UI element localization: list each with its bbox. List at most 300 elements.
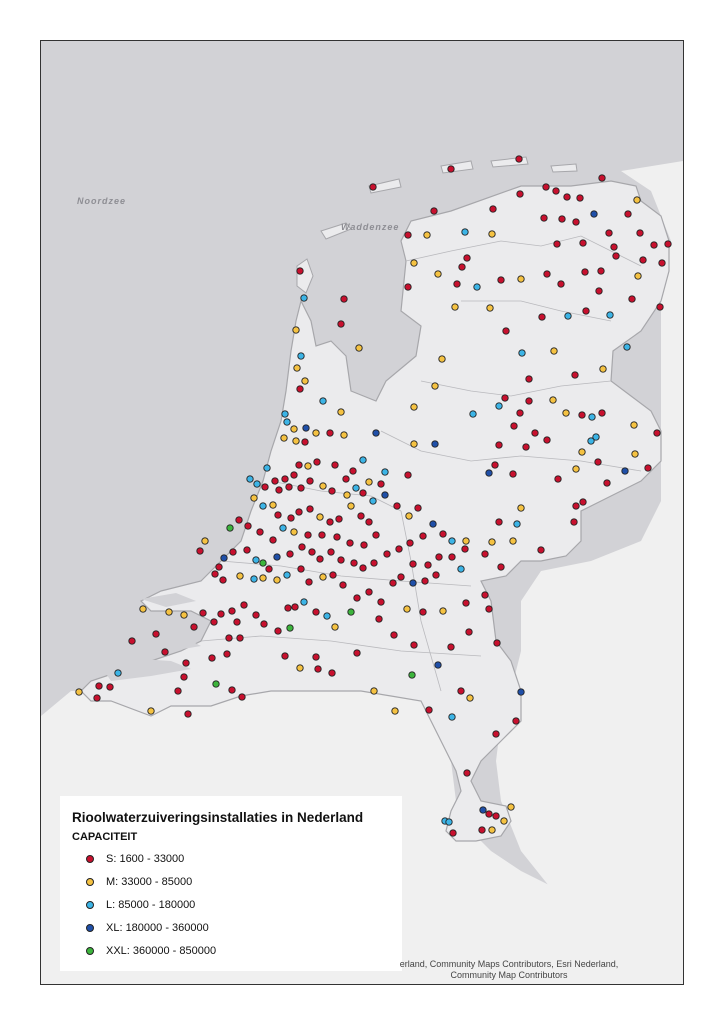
plant-marker-s[interactable] [598,268,604,274]
plant-marker-s[interactable] [496,442,502,448]
plant-marker-m[interactable] [251,495,257,501]
plant-marker-s[interactable] [494,640,500,646]
plant-marker-s[interactable] [347,540,353,546]
plant-marker-s[interactable] [366,519,372,525]
plant-marker-s[interactable] [440,531,446,537]
plant-marker-m[interactable] [467,695,473,701]
plant-marker-s[interactable] [640,257,646,263]
plant-marker-m[interactable] [632,451,638,457]
plant-marker-s[interactable] [510,471,516,477]
plant-marker-l[interactable] [324,613,330,619]
plant-marker-s[interactable] [314,459,320,465]
plant-marker-s[interactable] [276,487,282,493]
plant-marker-s[interactable] [541,215,547,221]
plant-marker-s[interactable] [287,551,293,557]
plant-marker-xl[interactable] [274,554,280,560]
plant-marker-s[interactable] [328,549,334,555]
plant-marker-l[interactable] [284,572,290,578]
plant-marker-s[interactable] [502,395,508,401]
plant-marker-s[interactable] [405,472,411,478]
plant-marker-xl[interactable] [518,689,524,695]
plant-marker-m[interactable] [489,231,495,237]
plant-marker-s[interactable] [464,770,470,776]
plant-marker-l[interactable] [496,403,502,409]
plant-marker-s[interactable] [523,444,529,450]
plant-marker-m[interactable] [463,538,469,544]
plant-marker-s[interactable] [332,462,338,468]
plant-marker-s[interactable] [517,191,523,197]
plant-marker-m[interactable] [281,435,287,441]
plant-marker-s[interactable] [411,642,417,648]
plant-marker-s[interactable] [358,513,364,519]
plant-marker-s[interactable] [209,655,215,661]
plant-marker-s[interactable] [94,695,100,701]
plant-marker-m[interactable] [371,688,377,694]
plant-marker-s[interactable] [257,529,263,535]
plant-marker-s[interactable] [319,532,325,538]
plant-marker-m[interactable] [406,513,412,519]
plant-marker-s[interactable] [554,241,560,247]
plant-marker-xl[interactable] [591,211,597,217]
plant-marker-m[interactable] [148,708,154,714]
plant-marker-s[interactable] [580,499,586,505]
plant-marker-m[interactable] [573,466,579,472]
plant-marker-s[interactable] [573,503,579,509]
plant-marker-s[interactable] [583,308,589,314]
plant-marker-l[interactable] [115,670,121,676]
plant-marker-m[interactable] [452,304,458,310]
plant-marker-s[interactable] [266,566,272,572]
plant-marker-s[interactable] [297,386,303,392]
plant-marker-s[interactable] [262,484,268,490]
plant-marker-s[interactable] [526,398,532,404]
plant-marker-s[interactable] [482,551,488,557]
plant-marker-s[interactable] [309,549,315,555]
plant-marker-m[interactable] [634,197,640,203]
plant-marker-s[interactable] [307,506,313,512]
plant-marker-s[interactable] [336,516,342,522]
plant-marker-s[interactable] [665,241,671,247]
plant-marker-l[interactable] [264,465,270,471]
plant-marker-s[interactable] [236,517,242,523]
plant-marker-s[interactable] [216,564,222,570]
plant-marker-m[interactable] [551,348,557,354]
plant-marker-s[interactable] [350,468,356,474]
plant-marker-s[interactable] [360,565,366,571]
plant-marker-s[interactable] [370,184,376,190]
plant-marker-l[interactable] [449,538,455,544]
plant-marker-xl[interactable] [303,425,309,431]
plant-marker-s[interactable] [415,505,421,511]
plant-marker-s[interactable] [629,296,635,302]
plant-marker-m[interactable] [424,232,430,238]
plant-marker-s[interactable] [107,684,113,690]
plant-marker-xl[interactable] [622,468,628,474]
plant-marker-xl[interactable] [382,492,388,498]
plant-marker-s[interactable] [599,410,605,416]
plant-marker-m[interactable] [411,260,417,266]
plant-marker-s[interactable] [175,688,181,694]
plant-marker-xl[interactable] [435,662,441,668]
plant-marker-s[interactable] [496,519,502,525]
plant-marker-s[interactable] [448,644,454,650]
plant-marker-s[interactable] [360,490,366,496]
plant-marker-s[interactable] [544,437,550,443]
plant-marker-s[interactable] [378,481,384,487]
plant-marker-s[interactable] [245,523,251,529]
plant-marker-s[interactable] [341,296,347,302]
plant-marker-l[interactable] [565,313,571,319]
plant-marker-l[interactable] [360,457,366,463]
plant-marker-l[interactable] [251,576,257,582]
plant-marker-l[interactable] [280,525,286,531]
plant-marker-s[interactable] [645,465,651,471]
plant-marker-s[interactable] [498,564,504,570]
plant-marker-s[interactable] [564,194,570,200]
plant-marker-m[interactable] [260,575,266,581]
plant-marker-s[interactable] [330,572,336,578]
plant-marker-s[interactable] [275,512,281,518]
plant-marker-s[interactable] [511,423,517,429]
plant-marker-s[interactable] [390,580,396,586]
plant-marker-s[interactable] [420,609,426,615]
plant-marker-s[interactable] [378,599,384,605]
plant-marker-s[interactable] [559,216,565,222]
plant-marker-s[interactable] [425,562,431,568]
plant-marker-xl[interactable] [480,807,486,813]
plant-marker-s[interactable] [129,638,135,644]
plant-marker-s[interactable] [464,255,470,261]
plant-marker-l[interactable] [624,344,630,350]
plant-marker-s[interactable] [153,631,159,637]
plant-marker-s[interactable] [296,509,302,515]
plant-marker-s[interactable] [436,554,442,560]
plant-marker-s[interactable] [532,430,538,436]
plant-marker-s[interactable] [493,731,499,737]
plant-marker-s[interactable] [596,288,602,294]
plant-marker-s[interactable] [306,579,312,585]
plant-marker-m[interactable] [411,404,417,410]
plant-marker-m[interactable] [338,409,344,415]
plant-marker-m[interactable] [291,529,297,535]
plant-marker-s[interactable] [241,602,247,608]
plant-marker-s[interactable] [162,649,168,655]
plant-marker-m[interactable] [435,271,441,277]
plant-marker-s[interactable] [373,532,379,538]
plant-marker-l[interactable] [458,566,464,572]
plant-marker-s[interactable] [329,670,335,676]
plant-marker-s[interactable] [239,694,245,700]
plant-marker-l[interactable] [282,411,288,417]
plant-marker-l[interactable] [607,312,613,318]
plant-marker-xxl[interactable] [409,672,415,678]
plant-marker-l[interactable] [474,284,480,290]
plant-marker-s[interactable] [433,572,439,578]
plant-marker-s[interactable] [553,188,559,194]
plant-marker-s[interactable] [272,478,278,484]
plant-marker-s[interactable] [580,240,586,246]
plant-marker-l[interactable] [301,599,307,605]
plant-marker-s[interactable] [366,589,372,595]
plant-marker-s[interactable] [558,281,564,287]
plant-marker-l[interactable] [353,485,359,491]
plant-marker-s[interactable] [410,561,416,567]
plant-marker-s[interactable] [313,609,319,615]
plant-marker-m[interactable] [76,689,82,695]
plant-marker-s[interactable] [230,549,236,555]
plant-marker-s[interactable] [334,534,340,540]
plant-marker-m[interactable] [392,708,398,714]
plant-marker-s[interactable] [224,651,230,657]
plant-marker-l[interactable] [462,229,468,235]
plant-marker-s[interactable] [394,503,400,509]
plant-marker-m[interactable] [305,463,311,469]
plant-marker-m[interactable] [579,449,585,455]
plant-marker-l[interactable] [284,419,290,425]
plant-marker-s[interactable] [448,166,454,172]
plant-marker-s[interactable] [454,281,460,287]
plant-marker-s[interactable] [354,650,360,656]
plant-marker-s[interactable] [572,372,578,378]
plant-marker-m[interactable] [302,378,308,384]
plant-marker-m[interactable] [297,665,303,671]
plant-marker-m[interactable] [501,818,507,824]
plant-marker-s[interactable] [479,827,485,833]
plant-marker-s[interactable] [513,718,519,724]
plant-marker-l[interactable] [370,498,376,504]
plant-marker-m[interactable] [440,608,446,614]
plant-marker-s[interactable] [361,542,367,548]
plant-marker-m[interactable] [508,804,514,810]
plant-marker-s[interactable] [657,304,663,310]
plant-marker-s[interactable] [579,412,585,418]
plant-marker-s[interactable] [96,683,102,689]
plant-marker-s[interactable] [197,548,203,554]
plant-marker-l[interactable] [253,557,259,563]
plant-marker-s[interactable] [343,476,349,482]
plant-marker-s[interactable] [261,621,267,627]
plant-marker-m[interactable] [510,538,516,544]
plant-marker-s[interactable] [391,632,397,638]
plant-marker-xl[interactable] [432,441,438,447]
plant-marker-xl[interactable] [430,521,436,527]
plant-marker-m[interactable] [166,609,172,615]
plant-marker-s[interactable] [407,540,413,546]
plant-marker-s[interactable] [582,269,588,275]
plant-marker-s[interactable] [463,600,469,606]
plant-marker-s[interactable] [405,232,411,238]
plant-marker-s[interactable] [571,519,577,525]
plant-marker-s[interactable] [544,271,550,277]
plant-marker-m[interactable] [294,365,300,371]
plant-marker-s[interactable] [493,813,499,819]
plant-marker-s[interactable] [405,284,411,290]
plant-marker-s[interactable] [613,253,619,259]
plant-marker-s[interactable] [288,515,294,521]
plant-marker-s[interactable] [291,472,297,478]
plant-marker-l[interactable] [588,438,594,444]
plant-marker-s[interactable] [384,551,390,557]
plant-marker-s[interactable] [490,206,496,212]
plant-marker-m[interactable] [518,505,524,511]
plant-marker-s[interactable] [637,230,643,236]
plant-marker-s[interactable] [270,537,276,543]
plant-marker-s[interactable] [185,711,191,717]
plant-marker-m[interactable] [140,606,146,612]
plant-marker-m[interactable] [332,624,338,630]
plant-marker-s[interactable] [516,156,522,162]
plant-marker-xxl[interactable] [287,625,293,631]
plant-marker-m[interactable] [439,356,445,362]
plant-marker-m[interactable] [348,503,354,509]
plant-marker-s[interactable] [462,546,468,552]
plant-marker-s[interactable] [573,219,579,225]
plant-marker-s[interactable] [200,610,206,616]
plant-marker-m[interactable] [344,492,350,498]
plant-marker-m[interactable] [293,438,299,444]
plant-marker-s[interactable] [599,175,605,181]
plant-marker-s[interactable] [307,478,313,484]
plant-marker-m[interactable] [550,397,556,403]
plant-marker-s[interactable] [286,484,292,490]
plant-marker-s[interactable] [302,439,308,445]
plant-marker-l[interactable] [449,714,455,720]
plant-marker-s[interactable] [327,519,333,525]
plant-marker-s[interactable] [577,195,583,201]
plant-marker-s[interactable] [297,268,303,274]
plant-marker-m[interactable] [270,502,276,508]
plant-marker-m[interactable] [411,441,417,447]
plant-marker-s[interactable] [340,582,346,588]
plant-marker-s[interactable] [338,557,344,563]
plant-marker-s[interactable] [315,666,321,672]
plant-marker-s[interactable] [298,566,304,572]
plant-marker-m[interactable] [489,827,495,833]
plant-marker-s[interactable] [398,574,404,580]
plant-marker-m[interactable] [341,432,347,438]
plant-marker-s[interactable] [229,608,235,614]
plant-marker-m[interactable] [635,273,641,279]
plant-marker-s[interactable] [426,707,432,713]
plant-marker-l[interactable] [320,398,326,404]
plant-marker-s[interactable] [282,653,288,659]
plant-marker-m[interactable] [202,538,208,544]
plant-marker-s[interactable] [539,314,545,320]
plant-marker-s[interactable] [218,611,224,617]
plant-marker-l[interactable] [514,521,520,527]
plant-marker-s[interactable] [526,376,532,382]
plant-marker-s[interactable] [327,430,333,436]
plant-marker-s[interactable] [543,184,549,190]
plant-marker-xl[interactable] [221,555,227,561]
plant-marker-s[interactable] [538,547,544,553]
plant-marker-s[interactable] [625,211,631,217]
plant-marker-s[interactable] [244,547,250,553]
plant-marker-s[interactable] [376,616,382,622]
plant-marker-m[interactable] [487,305,493,311]
plant-marker-s[interactable] [431,208,437,214]
plant-marker-s[interactable] [422,578,428,584]
plant-marker-m[interactable] [432,383,438,389]
plant-marker-s[interactable] [237,635,243,641]
plant-marker-s[interactable] [466,629,472,635]
plant-marker-s[interactable] [482,592,488,598]
plant-marker-l[interactable] [298,353,304,359]
plant-marker-m[interactable] [563,410,569,416]
plant-marker-s[interactable] [659,260,665,266]
plant-marker-s[interactable] [351,560,357,566]
plant-marker-s[interactable] [503,328,509,334]
plant-marker-m[interactable] [404,606,410,612]
plant-marker-m[interactable] [313,430,319,436]
plant-marker-l[interactable] [446,819,452,825]
plant-marker-l[interactable] [470,411,476,417]
plant-marker-m[interactable] [489,539,495,545]
plant-marker-l[interactable] [301,295,307,301]
plant-marker-m[interactable] [181,612,187,618]
plant-marker-s[interactable] [604,480,610,486]
plant-marker-m[interactable] [237,573,243,579]
plant-marker-l[interactable] [260,503,266,509]
plant-marker-s[interactable] [329,488,335,494]
plant-marker-s[interactable] [651,242,657,248]
plant-marker-s[interactable] [275,628,281,634]
plant-marker-s[interactable] [606,230,612,236]
plant-marker-s[interactable] [338,321,344,327]
plant-marker-s[interactable] [211,619,217,625]
plant-marker-xxl[interactable] [348,609,354,615]
plant-marker-s[interactable] [611,244,617,250]
plant-marker-s[interactable] [299,544,305,550]
plant-marker-xl[interactable] [410,580,416,586]
plant-marker-s[interactable] [317,556,323,562]
plant-marker-m[interactable] [293,327,299,333]
plant-marker-m[interactable] [291,426,297,432]
plant-marker-m[interactable] [317,514,323,520]
plant-marker-s[interactable] [234,619,240,625]
plant-marker-s[interactable] [282,476,288,482]
plant-marker-s[interactable] [517,410,523,416]
plant-marker-s[interactable] [486,811,492,817]
plant-marker-s[interactable] [459,264,465,270]
plant-marker-s[interactable] [371,560,377,566]
plant-marker-s[interactable] [220,577,226,583]
plant-marker-xxl[interactable] [260,560,266,566]
plant-marker-m[interactable] [518,276,524,282]
plant-marker-xl[interactable] [486,470,492,476]
plant-marker-s[interactable] [595,459,601,465]
plant-marker-s[interactable] [305,532,311,538]
plant-marker-m[interactable] [274,577,280,583]
plant-marker-s[interactable] [396,546,402,552]
plant-marker-xl[interactable] [373,430,379,436]
plant-marker-s[interactable] [181,674,187,680]
plant-marker-s[interactable] [253,612,259,618]
plant-marker-s[interactable] [354,595,360,601]
plant-marker-m[interactable] [600,366,606,372]
plant-marker-s[interactable] [298,485,304,491]
plant-marker-s[interactable] [212,571,218,577]
plant-marker-s[interactable] [226,635,232,641]
plant-marker-s[interactable] [449,554,455,560]
plant-marker-l[interactable] [247,476,253,482]
plant-marker-l[interactable] [382,469,388,475]
plant-marker-s[interactable] [420,533,426,539]
plant-marker-s[interactable] [492,462,498,468]
plant-marker-s[interactable] [654,430,660,436]
plant-marker-l[interactable] [589,414,595,420]
plant-marker-s[interactable] [183,660,189,666]
